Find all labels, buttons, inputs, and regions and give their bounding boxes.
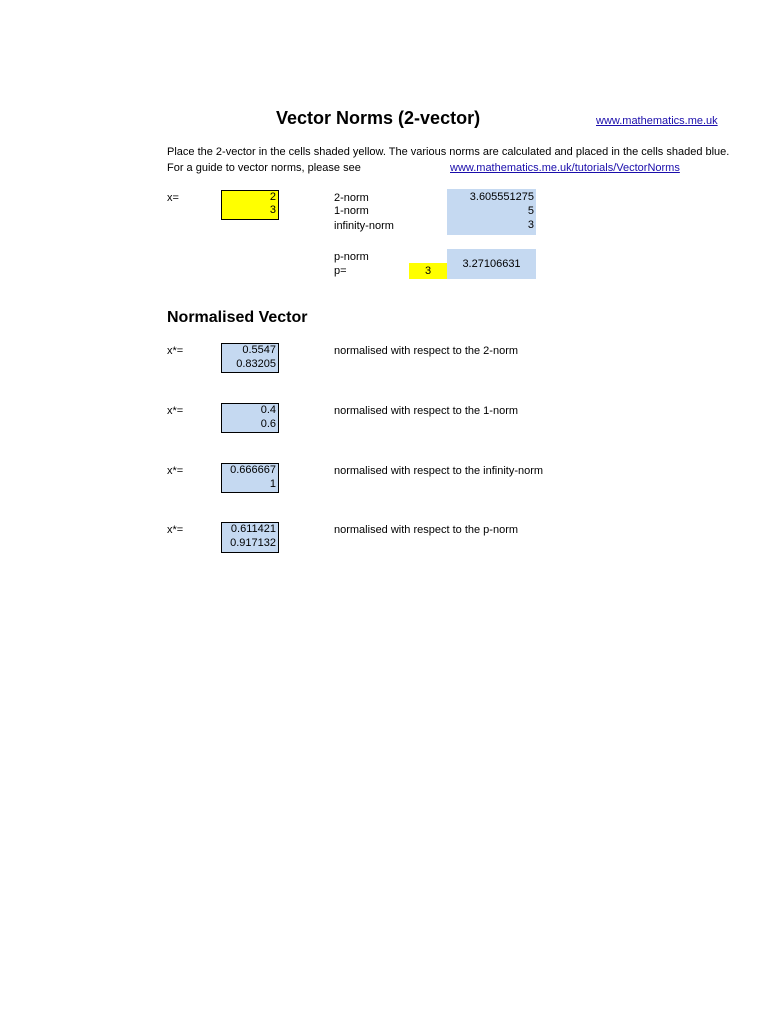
normalised-infnorm-x2: 1	[269, 478, 276, 490]
p-norm-label: p-norm	[334, 251, 369, 263]
normalised-vector-2norm	[221, 343, 279, 373]
p-norm-value: 3.27106631	[447, 249, 536, 279]
two-norm-label: 2-norm	[334, 192, 369, 204]
normalised-vector-1norm	[221, 403, 279, 433]
normalised-vector-infnorm	[221, 463, 279, 493]
normalised-1norm-x2: 0.6	[260, 418, 276, 430]
two-norm-value: 3.605551275	[469, 191, 534, 203]
site-link[interactable]: www.mathematics.me.uk	[596, 115, 718, 127]
page-title: Vector Norms (2-vector)	[276, 108, 481, 128]
normalised-label-1norm: x*=	[167, 405, 184, 417]
normalised-infnorm-x1: 0.666667	[230, 464, 276, 476]
infinity-norm-label: infinity-norm	[334, 220, 394, 232]
normalised-2norm-x1: 0.5547	[242, 344, 276, 356]
input-vector-cells	[221, 190, 279, 220]
normalised-note-1norm: normalised with respect to the 1-norm	[334, 405, 519, 417]
normalised-pnorm-x1: 0.611421	[230, 523, 276, 535]
input-x1-field[interactable]	[222, 191, 278, 204]
one-norm-value: 5	[527, 205, 534, 217]
normalised-2norm-x2: 0.83205	[236, 358, 276, 370]
p-input-field[interactable]	[409, 263, 447, 279]
p-label: p=	[334, 265, 347, 277]
guide-link[interactable]: www.mathematics.me.uk/tutorials/VectorNorms	[450, 162, 680, 174]
normalised-note-pnorm: normalised with respect to the p-norm	[334, 524, 519, 536]
p-input-cell	[409, 263, 447, 279]
normalised-note-2norm: normalised with respect to the 2-norm	[334, 345, 519, 357]
instruction-line-2: For a guide to vector norms, please see	[167, 162, 361, 174]
one-norm-label: 1-norm	[334, 205, 369, 217]
instruction-line-1: Place the 2-vector in the cells shaded yellow. The various norms are calculated and placed in the cells shaded blue.	[167, 146, 730, 158]
normalised-pnorm-x2: 0.917132	[230, 537, 276, 549]
normalised-label-infnorm: x*=	[167, 465, 184, 477]
input-vector-label: x=	[167, 192, 179, 204]
normalised-label-2norm: x*=	[167, 345, 184, 357]
normalised-vector-pnorm	[221, 522, 279, 553]
normalised-label-pnorm: x*=	[167, 524, 184, 536]
normalised-heading: Normalised Vector	[167, 309, 308, 326]
normalised-1norm-x1: 0.4	[260, 404, 276, 416]
norms-output-block	[447, 189, 536, 235]
normalised-note-infnorm: normalised with respect to the infinity-norm	[334, 465, 544, 477]
infinity-norm-value: 3	[527, 219, 534, 231]
input-x2-field[interactable]	[222, 204, 278, 217]
